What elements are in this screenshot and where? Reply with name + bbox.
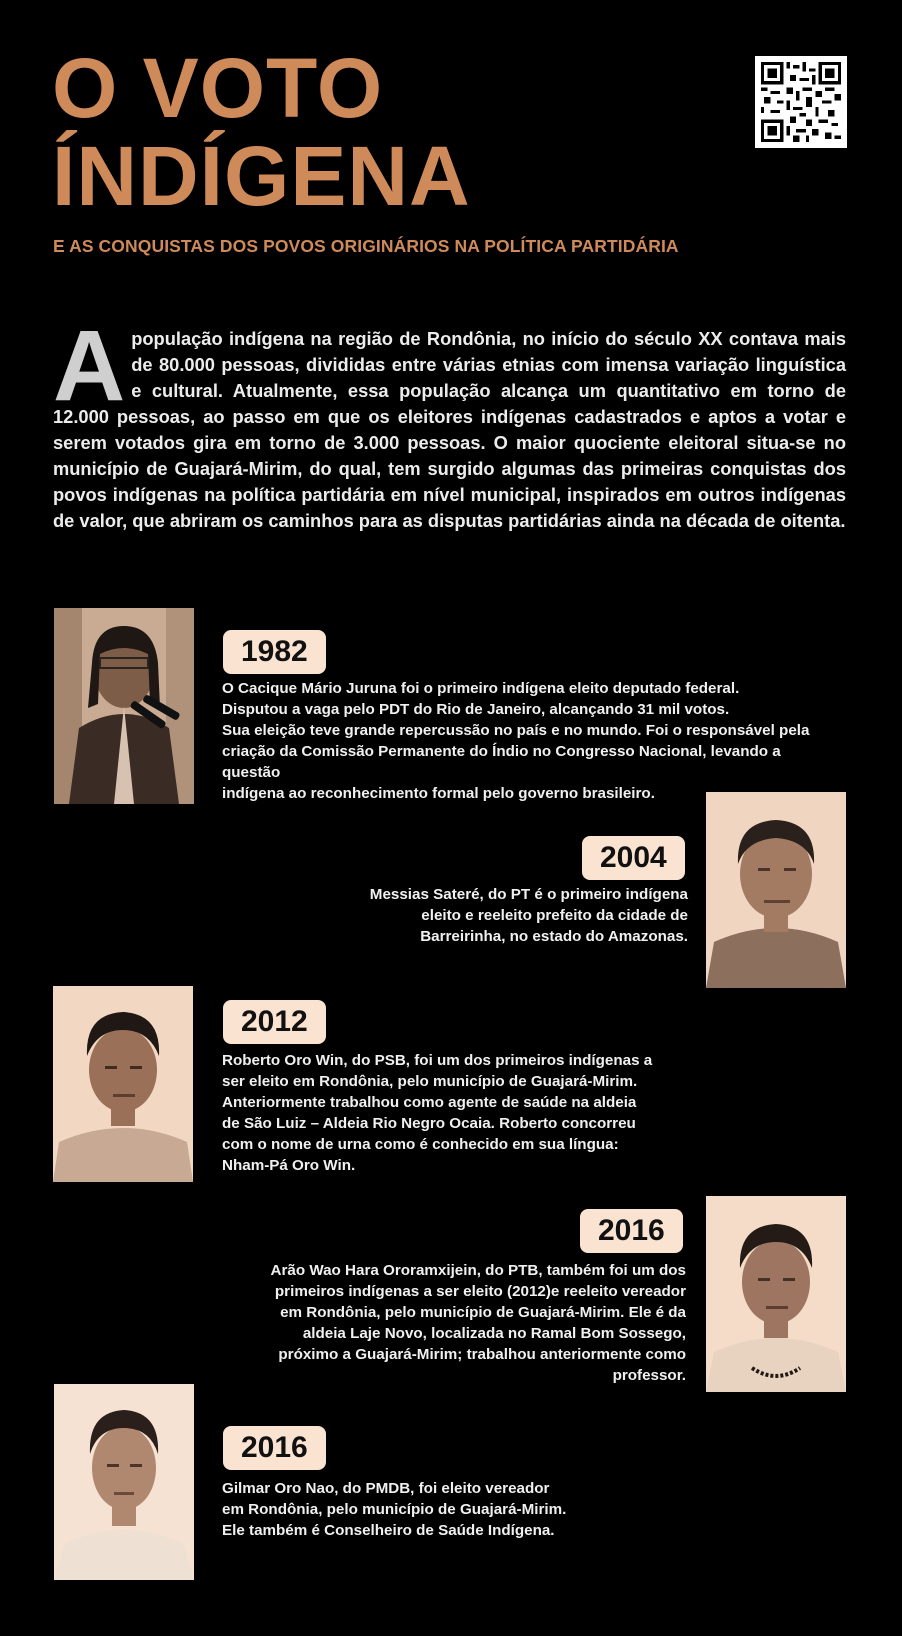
title-line-2: ÍNDÍGENA — [52, 129, 471, 223]
description-line: de São Luiz – Aldeia Rio Negro Ocaia. Roberto concorreu — [222, 1115, 636, 1132]
year-badge: 2016 — [223, 1426, 326, 1470]
description-line: Ele também é Conselheiro de Saúde Indígena. — [222, 1522, 555, 1539]
description-line: Barreirinha, no estado do Amazonas. — [420, 928, 688, 945]
description-line: Arão Wao Hara Ororamxijein, do PTB, também foi um dos — [270, 1262, 686, 1279]
description-line: O Cacique Mário Juruna foi o primeiro indígena eleito deputado federal. — [222, 680, 740, 697]
portrait-photo — [54, 608, 194, 804]
year-badge: 2004 — [582, 836, 685, 880]
description-line: em Rondônia, pelo município de Guajará-Mirim. — [222, 1501, 567, 1518]
description-line: Gilmar Oro Nao, do PMDB, foi eleito vereador — [222, 1480, 550, 1497]
description-line: Anteriormente trabalhou como agente de saúde na aldeia — [222, 1094, 637, 1111]
description-line: Disputou a vaga pelo PDT do Rio de Janeiro, alcançando 31 mil votos. — [222, 701, 730, 718]
portrait-photo — [53, 986, 193, 1182]
description-line: próximo a Guajará-Mirim; trabalhou anteriormente como — [278, 1346, 686, 1363]
page-title — [52, 41, 471, 223]
description-line: em Rondônia, pelo município de Guajará-Mirim. Ele é da — [280, 1304, 686, 1321]
timeline-description — [222, 1050, 662, 1176]
description-line: indígena ao reconhecimento formal pelo governo brasileiro. — [222, 785, 655, 802]
drop-cap: A — [53, 310, 126, 422]
description-line: ser eleito em Rondônia, pelo município de Guajará-Mirim. — [222, 1073, 638, 1090]
title-line-1: O VOTO — [52, 41, 384, 135]
portrait-photo — [706, 1196, 846, 1392]
portrait-photo — [706, 792, 846, 988]
description-line: Sua eleição teve grande repercussão no país e no mundo. Foi o responsável pela — [222, 722, 810, 739]
description-line: professor. — [612, 1367, 686, 1384]
description-line: Nham-Pá Oro Win. — [222, 1157, 356, 1174]
year-badge: 2016 — [580, 1209, 683, 1253]
year-badge: 2012 — [223, 1000, 326, 1044]
year-badge: 1982 — [223, 630, 326, 674]
description-line: criação da Comissão Permanente do Índio no Congresso Nacional, levando a questão — [222, 743, 781, 781]
intro-text: população indígena na região de Rondônia, no início do século XX contava mais de 80.000 pessoas, divididas entre várias etnias com imensa variação linguística e cultural. Atualmente, essa população alcança um quantitativo em torno de 12.000 pessoas, ao passo em que os eleitores indígenas cadastrados e aptos a votar e serem votados gira em torno de 3.000 pessoas. O maior quociente eleitoral situa-se no município de Guajará-Mirim, do qual, tem surgido algumas das primeiras conquistas dos povos indígenas na política partidária em nível municipal, inspirados em outros indígenas de valor, que abriram os caminhos para as disputas partidárias ainda na década de oitenta. — [53, 328, 846, 531]
timeline-description — [222, 678, 842, 804]
timeline-description — [300, 884, 688, 947]
description-line: primeiros indígenas a ser eleito (2012)e reeleito vereador — [274, 1283, 686, 1300]
qr-code-icon[interactable] — [755, 56, 847, 148]
description-line: Messias Sateré, do PT é o primeiro indígena — [369, 886, 688, 903]
description-line: eleito e reeleito prefeito da cidade de — [421, 907, 688, 924]
description-line: Roberto Oro Win, do PSB, foi um dos primeiros indígenas a — [222, 1052, 653, 1069]
page-subtitle: E AS CONQUISTAS DOS POVOS ORIGINÁRIOS NA POLÍTICA PARTIDÁRIA — [53, 236, 679, 256]
description-line: com o nome de urna como é conhecido em sua língua: — [222, 1136, 619, 1153]
timeline-description — [240, 1260, 686, 1386]
intro-paragraph — [53, 310, 846, 534]
description-line: aldeia Laje Novo, localizada no Ramal Bom Sossego, — [302, 1325, 686, 1342]
timeline-description — [222, 1478, 662, 1541]
portrait-photo — [54, 1384, 194, 1580]
